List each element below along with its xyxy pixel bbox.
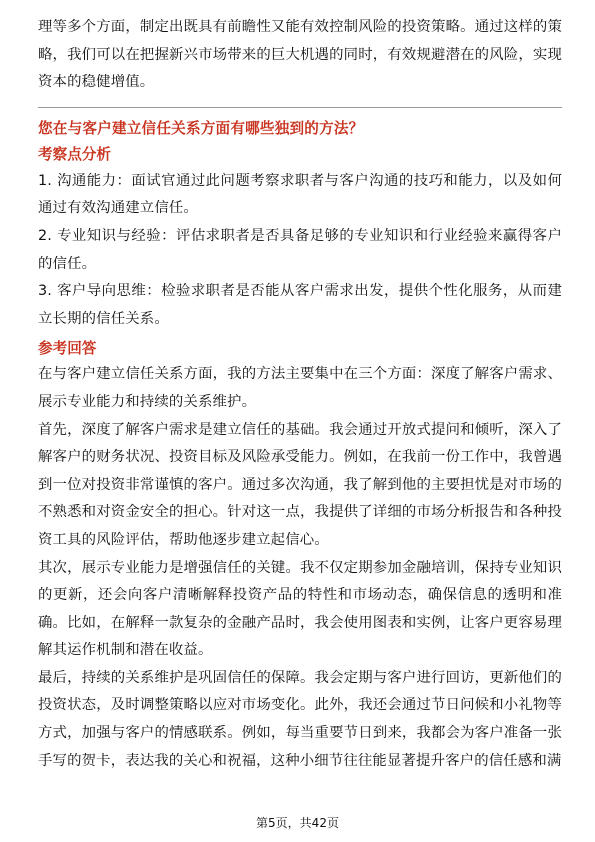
- answer-heading: 参考回答: [38, 340, 97, 358]
- analysis-item: 2. 专业知识与经验：评估求职者是否具备足够的专业知识和行业经验来赢得客户的信任。: [38, 227, 562, 272]
- intro-paragraph: 理等多个方面，制定出既具有前瞻性又能有效控制风险的投资策略。通过这样的策略，我们可以在把握新兴市场带来的巨大机遇的同时，有效规避潜在的风险，实现资本的稳健增值。: [38, 19, 562, 91]
- analysis-item: 1. 沟通能力：面试官通过此问题考察求职者与客户沟通的技巧和能力，以及如何通过有效沟通建立信任。: [38, 172, 562, 217]
- page-number: 第5页，共42页: [256, 816, 339, 830]
- answer-paragraph: 在与客户建立信任关系方面，我的方法主要集中在三个方面：深度了解客户需求、展示专业能力和持续的关系维护。: [38, 366, 562, 410]
- section-divider: [38, 107, 562, 108]
- answer-paragraph: 其次，展示专业能力是增强信任的关键。我不仅定期参加金融培训，保持专业知识的更新，还会向客户清晰解释投资产品的特性和市场动态，确保信息的透明和准确。比如，在解释一款复杂的金融产品时，我会使用图表和实例，让客户更容易理解其运作机制和潜在收益。: [38, 559, 562, 659]
- answer-paragraph: 最后，持续的关系维护是巩固信任的保障。我会定期与客户进行回访，更新他们的投资状态，及时调整策略以应对市场变化。此外，我还会通过节日问候和小礼物等方式，加强与客户的情感联系。例如，每当重要节日到来，我都会为客户准备一张手写的贺卡，表达我的关心和祝福，这种小细节往往能显著提升客户的信任感和满: [38, 669, 562, 769]
- analysis-item: 3. 客户导向思维：检验求职者是否能从客户需求出发，提供个性化服务，从而建立长期的信任关系。: [38, 283, 562, 327]
- answer-paragraph: 首先，深度了解客户需求是建立信任的基础。我会通过开放式提问和倾听，深入了解客户的财务状况、投资目标及风险承受能力。例如，在我前一份工作中，我曾遇到一位对投资非常谨慎的客户。通过多次沟通，我了解到他的主要担忧是对市场的不熟悉和对资金安全的担心。针对这一点，我提供了详细的市场分析报告和各种投资工具的风险评估，帮助他逐步建立起信心。: [38, 421, 562, 548]
- question-title: 您在与客户建立信任关系方面有哪些独到的方法？: [38, 119, 364, 137]
- document-page: [38, 14, 562, 775]
- analysis-heading: 考察点分析: [38, 145, 111, 163]
